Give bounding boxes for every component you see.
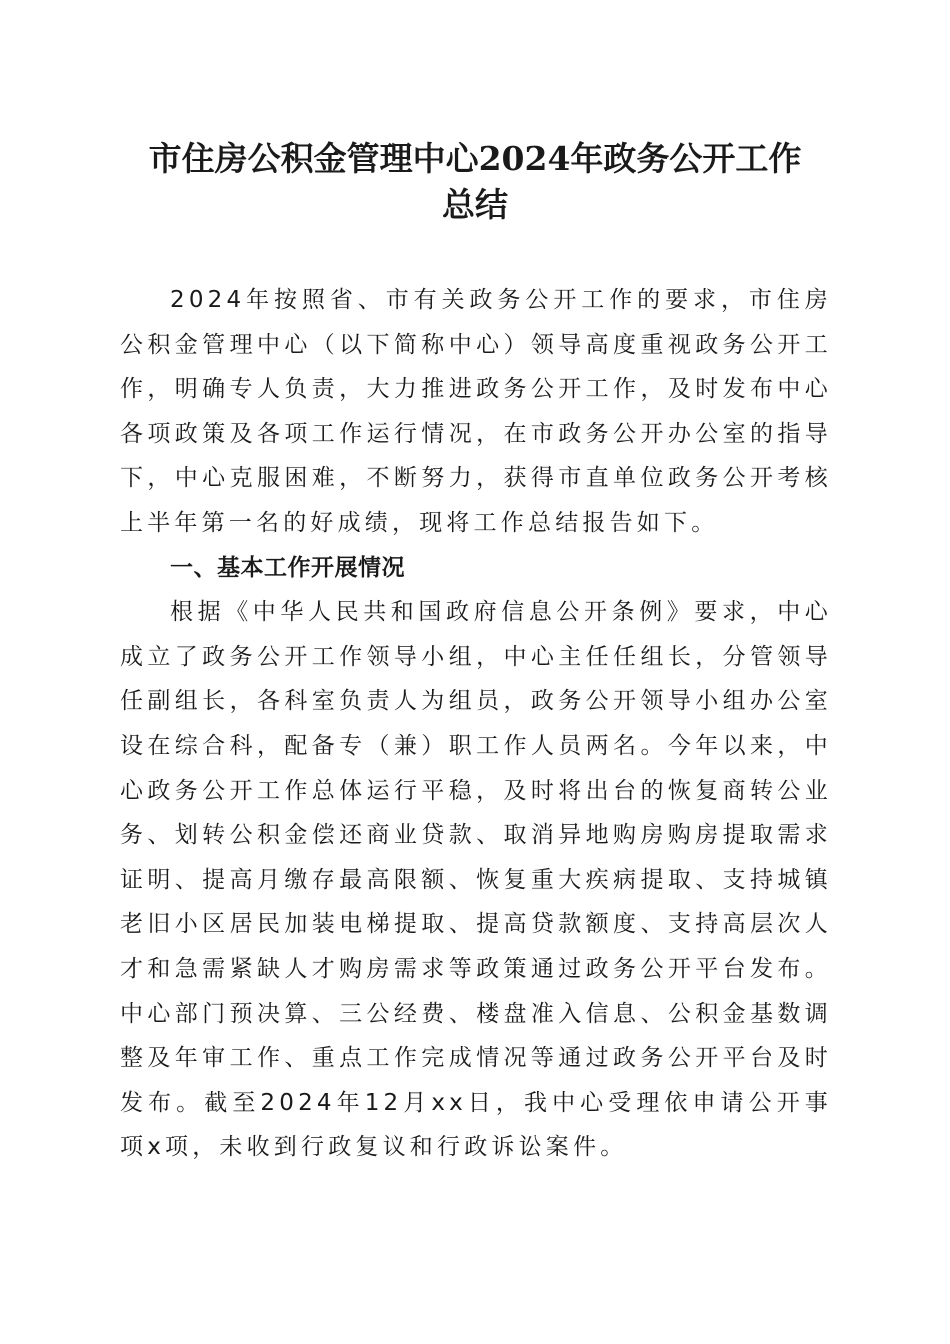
document-title-line-1: 市住房公积金管理中心2024年政务公开工作 [148,139,802,178]
intro-paragraph: 2024年按照省、市有关政务公开工作的要求，市住房公积金管理中心（以下简称中心）领导高度重视政务公开工作，明确专人负责，大力推进政务公开工作，及时发布中心各项政策及各项工作运行情况，在市政务公开办公室的指导下，中心克服困难，不断努力，获得市直单位政务公开考核上半年第一名的好成绩，现将工作总结报告如下。 [120,287,832,536]
document-body [120,278,832,1170]
document-title [100,136,850,228]
document-title-line-2: 总结 [442,185,508,224]
section-heading-basic-work: 一、基本工作开展情况 [170,554,405,581]
section-paragraph-basic-work: 根据《中华人民共和国政府信息公开条例》要求，中心成立了政务公开工作领导小组，中心主任任组长，分管领导任副组长，各科室负责人为组员，政务公开领导小组办公室设在综合科，配备专（兼）职工作人员两名。今年以来，中心政务公开工作总体运行平稳，及时将出台的恢复商转公业务、划转公积金偿还商业贷款、取消异地购房购房提取需求证明、提高月缴存最高限额、恢复重大疾病提取、支持城镇老旧小区居民加装电梯提取、提高贷款额度、支持高层次人才和急需紧缺人才购房需求等政策通过政务公开平台发布。中心部门预决算、三公经费、楼盘准入信息、公积金基数调整及年审工作、重点工作完成情况等通过政务公开平台及时发布。截至2024年12月xx日，我中心受理依申请公开事项x项，未收到行政复议和行政诉讼案件。 [120,599,832,1161]
